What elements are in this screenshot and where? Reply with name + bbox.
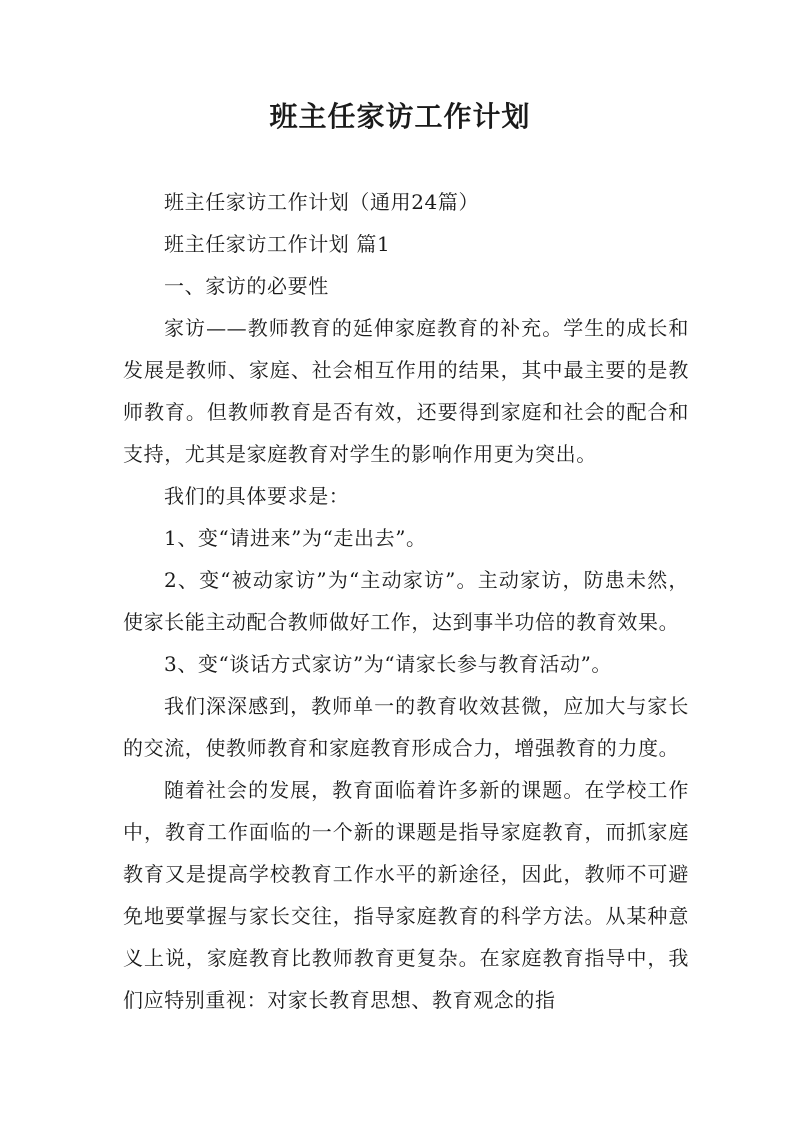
paragraph-home-visit-intro: 家访——教师教育的延伸家庭教育的补充。学生的成长和发展是教师、家庭、社会相互作用的结果，其中最主要的是教师教育。但教师教育是否有效，还要得到家庭和社会的配合和支持，尤其是家庭教育对学生的影响作用更为突出。 [123, 316, 689, 466]
paragraph-social-development: 随着社会的发展，教育面临着许多新的课题。在学校工作中，教育工作面临的一个新的课题是指导家庭教育，而抓家庭教育又是提高学校教育工作水平的新途径，因此，教师不可避免地要掌握与家长交往，指导家庭教育的科学方法。从某种意义上说，家庭教育比教师教育更复杂。在家庭教育指导中，我们应特别重视：对家长教育思想、教育观念的指 [123, 778, 689, 1012]
document-body [123, 181, 689, 1021]
paragraph-requirement-1: 1、变“请进来”为“走出去”。 [164, 526, 427, 550]
paragraph-requirements-intro: 我们的具体要求是： [164, 484, 350, 508]
paragraph-communication: 我们深深感到，教师单一的教育收效甚微，应加大与家长的交流，使教师教育和家庭教育形成合力，增强教育的力度。 [123, 694, 689, 760]
paragraph-heading-necessity: 一、家访的必要性 [164, 274, 329, 298]
paragraph-requirement-3: 3、变“谈话方式家访”为“请家长参与教育活动”。 [164, 652, 613, 676]
paragraph-requirement-2: 2、变“被动家访”为“主动家访”。主动家访，防患未然，使家长能主动配合教师做好工作，达到事半功倍的教育效果。 [123, 568, 689, 634]
paragraph-subtitle: 班主任家访工作计划（通用24篇） [164, 190, 480, 214]
document-title: 班主任家访工作计划 [269, 100, 531, 133]
paragraph-section-heading: 班主任家访工作计划 篇1 [164, 232, 391, 256]
